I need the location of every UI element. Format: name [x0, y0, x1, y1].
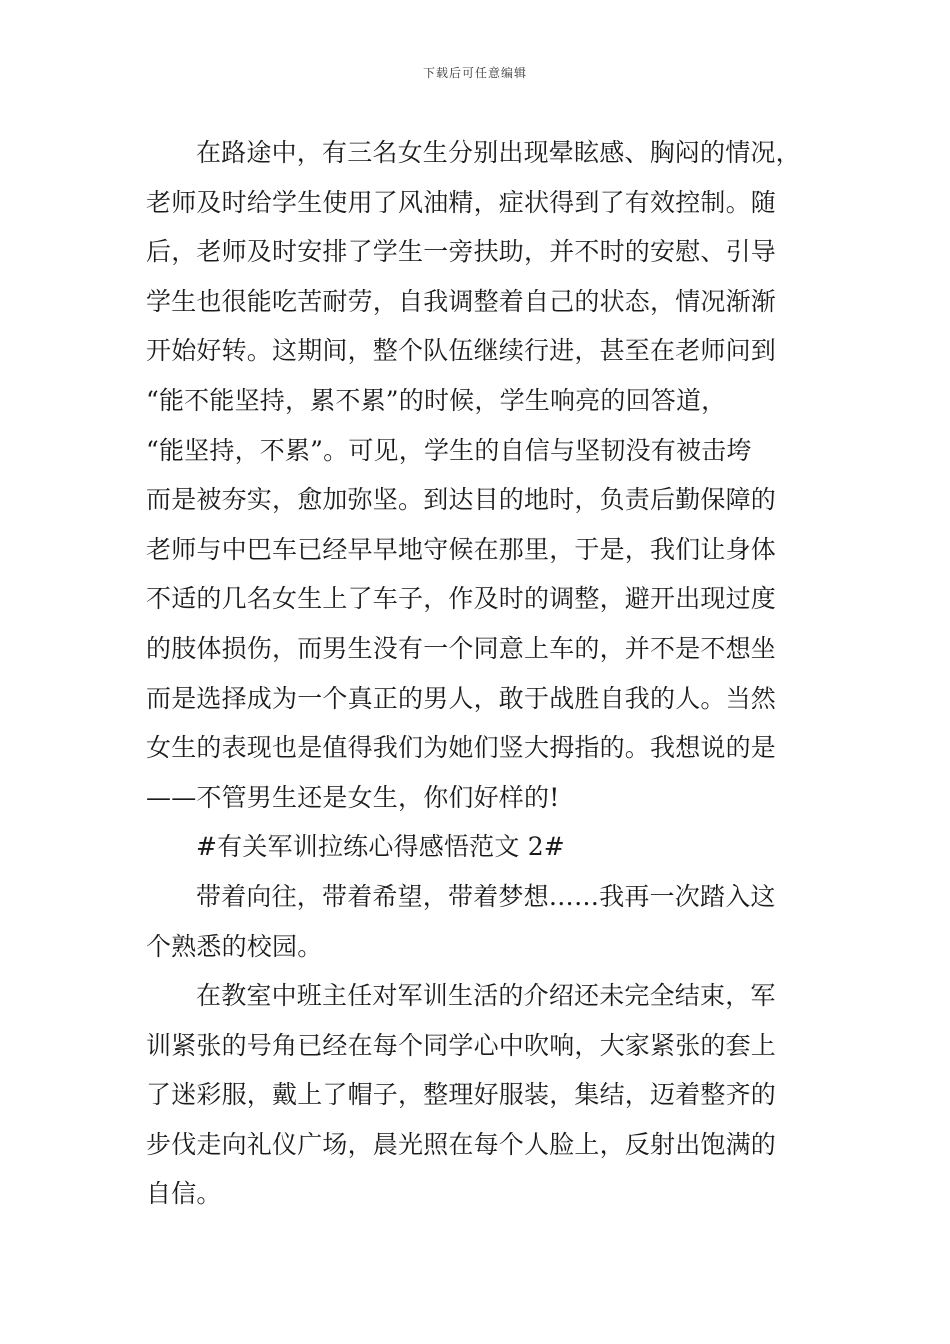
text-line: 而是被夯实，愈加弥坚。到达目的地时，负责后勤保障的 [146, 485, 777, 515]
text-line: 的肢体损伤，而男生没有一个同意上车的，并不是不想坐 [146, 633, 777, 663]
text-line: 学生也很能吃苦耐劳，自我调整着自己的状态，情况渐渐 [146, 286, 777, 316]
text-line: 带着向往，带着希望，带着梦想……我再一次踏入这 [196, 881, 776, 911]
text-line: “能坚持，不累”。可见，学生的自信与坚韧没有被击垮 [146, 435, 752, 465]
text-line: 开始好转。这期间，整个队伍继续行进，甚至在老师问到 [146, 336, 777, 366]
text-line: 女生的表现也是值得我们为她们竖大拇指的。我想说的是 [146, 733, 777, 763]
text-line: 步伐走向礼仪广场，晨光照在每个人脸上，反射出饱满的 [146, 1129, 777, 1159]
text-line: 在路途中，有三名女生分别出现晕眩感、胸闷的情况， [196, 138, 801, 167]
text-line: 不适的几名女生上了车子，作及时的调整，避开出现过度 [146, 584, 777, 614]
text-line: 而是选择成为一个真正的男人，敢于战胜自我的人。当然 [146, 683, 777, 713]
text-line: 老师与中巴车已经早早地守候在那里，于是，我们让身体 [146, 534, 777, 564]
text-line: ——不管男生还是女生，你们好样的! [146, 782, 560, 812]
text-line: 自信。 [146, 1179, 222, 1209]
text-line: 了迷彩服，戴上了帽子，整理好服装，集结，迈着整齐的 [146, 1080, 777, 1110]
text-line: 在教室中班主任对军训生活的介绍还未完全结束，军 [196, 981, 776, 1011]
section-heading: #有关军训拉练心得感悟范文 2# [196, 832, 565, 862]
page-header: 下载后可任意编辑 [422, 66, 527, 80]
text-line: 后，老师及时安排了学生一旁扶助，并不时的安慰、引导 [146, 237, 777, 267]
text-line: 个熟悉的校园。 [146, 931, 323, 961]
document-body [146, 128, 826, 1219]
text-line: “能不能坚持，累不累”的时候，学生响亮的回答道， [146, 385, 727, 415]
text-line: 训紧张的号角已经在每个同学心中吹响，大家紧张的套上 [146, 1030, 777, 1060]
text-line: 老师及时给学生使用了风油精，症状得到了有效控制。随 [146, 187, 777, 217]
